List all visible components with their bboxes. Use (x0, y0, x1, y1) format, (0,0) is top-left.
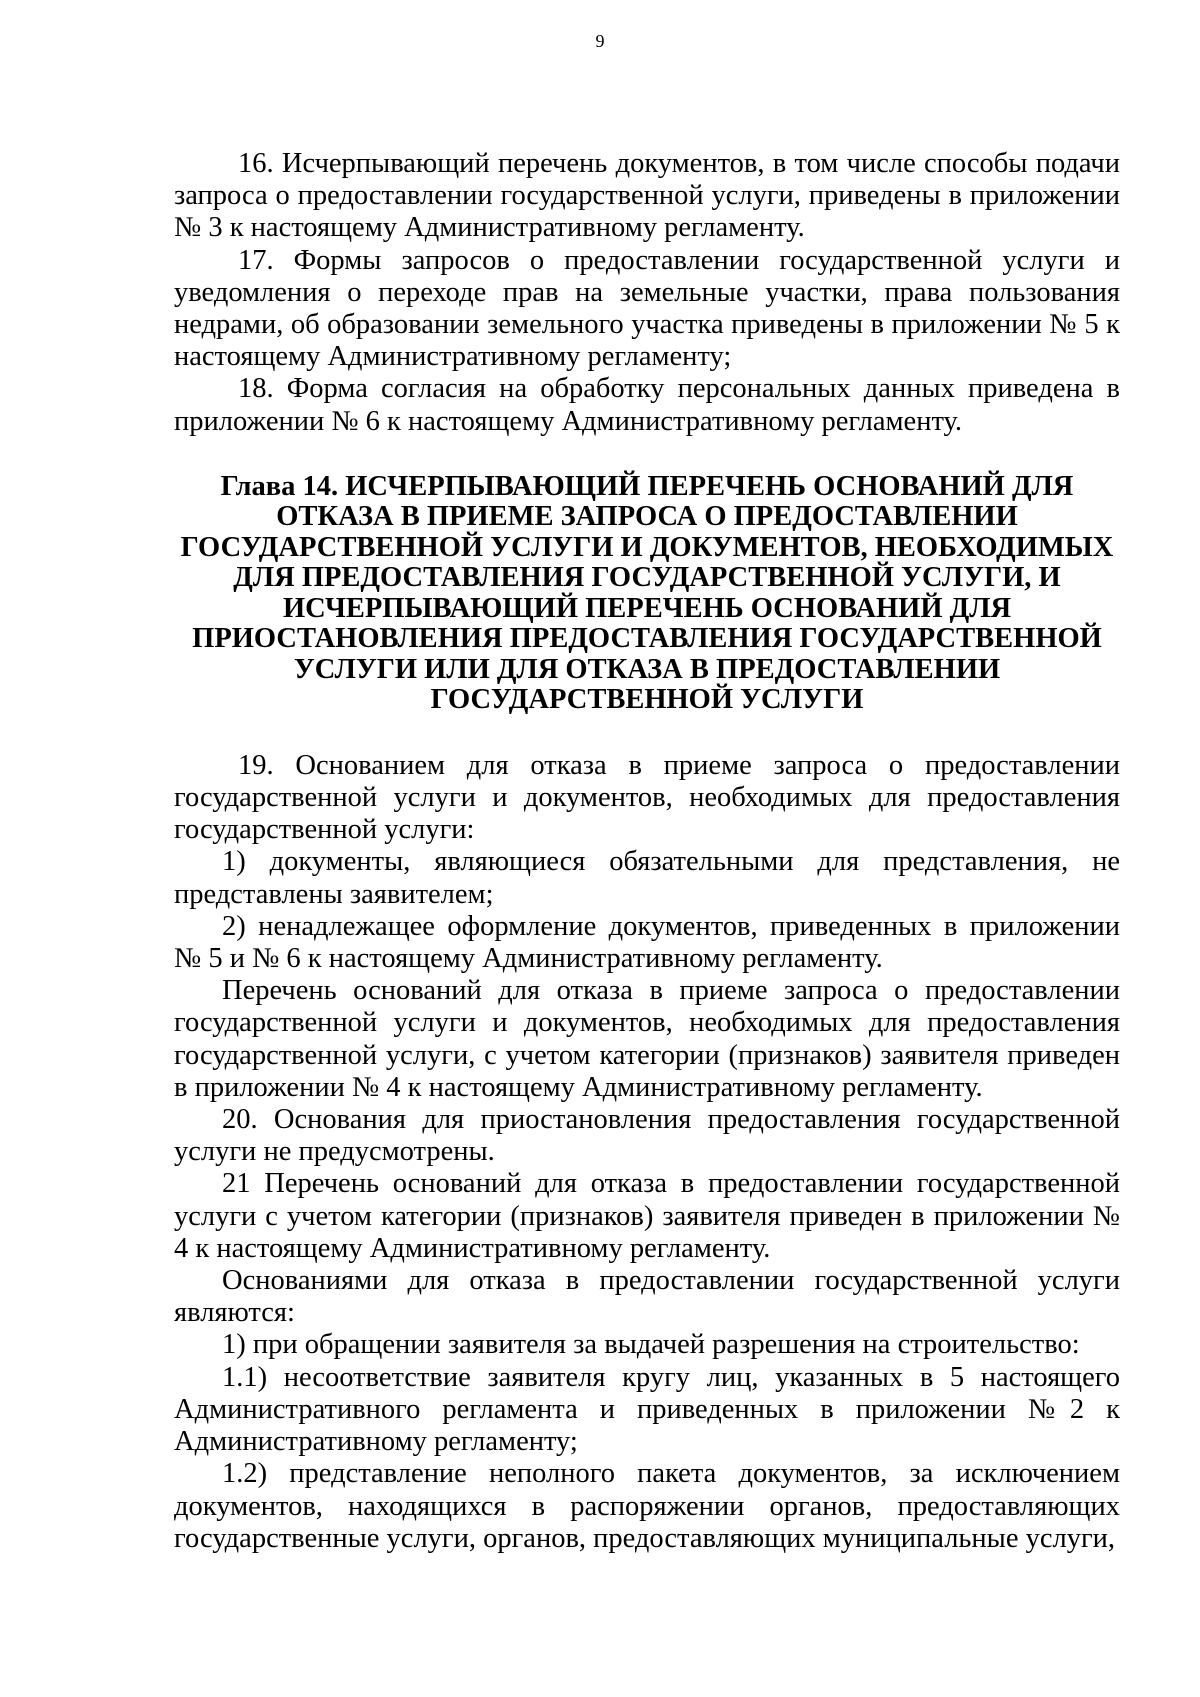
paragraph-20: 20. Основания для приостановления предоставления государственной услуги не предусмотрены. (174, 1104, 1120, 1168)
chapter-heading: Глава 14. ИСЧЕРПЫВАЮЩИЙ ПЕРЕЧЕНЬ ОСНОВАНИЙ ДЛЯ ОТКАЗА В ПРИЕМЕ ЗАПРОСА О ПРЕДОСТАВЛЕНИИ ГОСУДАРСТВЕННОЙ УСЛУГИ И ДОКУМЕНТОВ, НЕОБХОДИМЫХ ДЛЯ ПРЕДОСТАВЛЕНИЯ ГОСУДАРСТВЕННОЙ УСЛУГИ, И ИСЧЕРПЫВАЮЩИЙ ПЕРЕЧЕНЬ ОСНОВАНИЙ ДЛЯ ПРИОСТАНОВЛЕНИЯ ПРЕДОСТАВЛЕНИЯ ГОСУДАРСТВЕННОЙ УСЛУГИ ИЛИ ДЛЯ ОТКАЗА В ПРЕДОСТАВЛЕНИИ ГОСУДАРСТВЕННОЙ УСЛУГИ (180, 470, 1114, 716)
list-item-1-2: 1.2) представление неполного пакета документов, за исключением документов, находящихся в распоряжении органов, предоставляющих государственные услуги, органов, предоставляющих муниципальные услуги, (174, 1458, 1120, 1554)
paragraph-16: 16. Исчерпывающий перечень документов, в том числе способы подачи запроса о предоставлении государственной услуги, приведены в приложении № 3 к настоящему Административному регламенту. (174, 148, 1120, 244)
list-item-1: 1) документы, являющиеся обязательными для представления, не представлены заявителем; (174, 846, 1120, 910)
document-body (174, 148, 1120, 1555)
list-item-2: 2) ненадлежащее оформление документов, приведенных в приложении № 5 и № 6 к настоящему Административному регламенту. (174, 910, 1120, 975)
paragraph-grounds: Основаниями для отказа в предоставлении государственной услуги являются: (174, 1265, 1120, 1329)
paragraph-17: 17. Формы запросов о предоставлении государственной услуги и уведомления о переходе прав на земельные участки, права пользования недрами, об образовании земельного участка приведены в приложении № 5 к настоящему Административному регламенту; (174, 244, 1120, 373)
paragraph-refusal-list: Перечень оснований для отказа в приеме запроса о предоставлении государственной услуги и документов, необходимых для предоставления государственной услуги, с учетом категории (признаков) заявителя приведен в приложении № 4 к настоящему Административному регламенту. (174, 975, 1120, 1103)
page-number: 9 (595, 31, 605, 51)
list-item-building-permit: 1) при обращении заявителя за выдачей разрешения на строительство: (222, 1329, 1080, 1361)
list-item-1-1: 1.1) несоответствие заявителя кругу лиц, указанных в 5 настоящего Административного регламента и приведенных в приложении №2 к Административному регламенту; (174, 1361, 1120, 1458)
paragraph-21: 21 Перечень оснований для отказа в предоставлении государственной услуги с учетом категории (признаков) заявителя приведен в приложении № 4 к настоящему Административному регламенту. (174, 1168, 1120, 1264)
paragraph-18: 18. Форма согласия на обработку персональных данных приведена в приложении № 6 к настоящему Административному регламенту. (174, 373, 1120, 437)
paragraph-19: 19. Основанием для отказа в приеме запроса о предоставлении государственной услуги и документов, необходимых для предоставления государственной услуги: (174, 749, 1120, 846)
